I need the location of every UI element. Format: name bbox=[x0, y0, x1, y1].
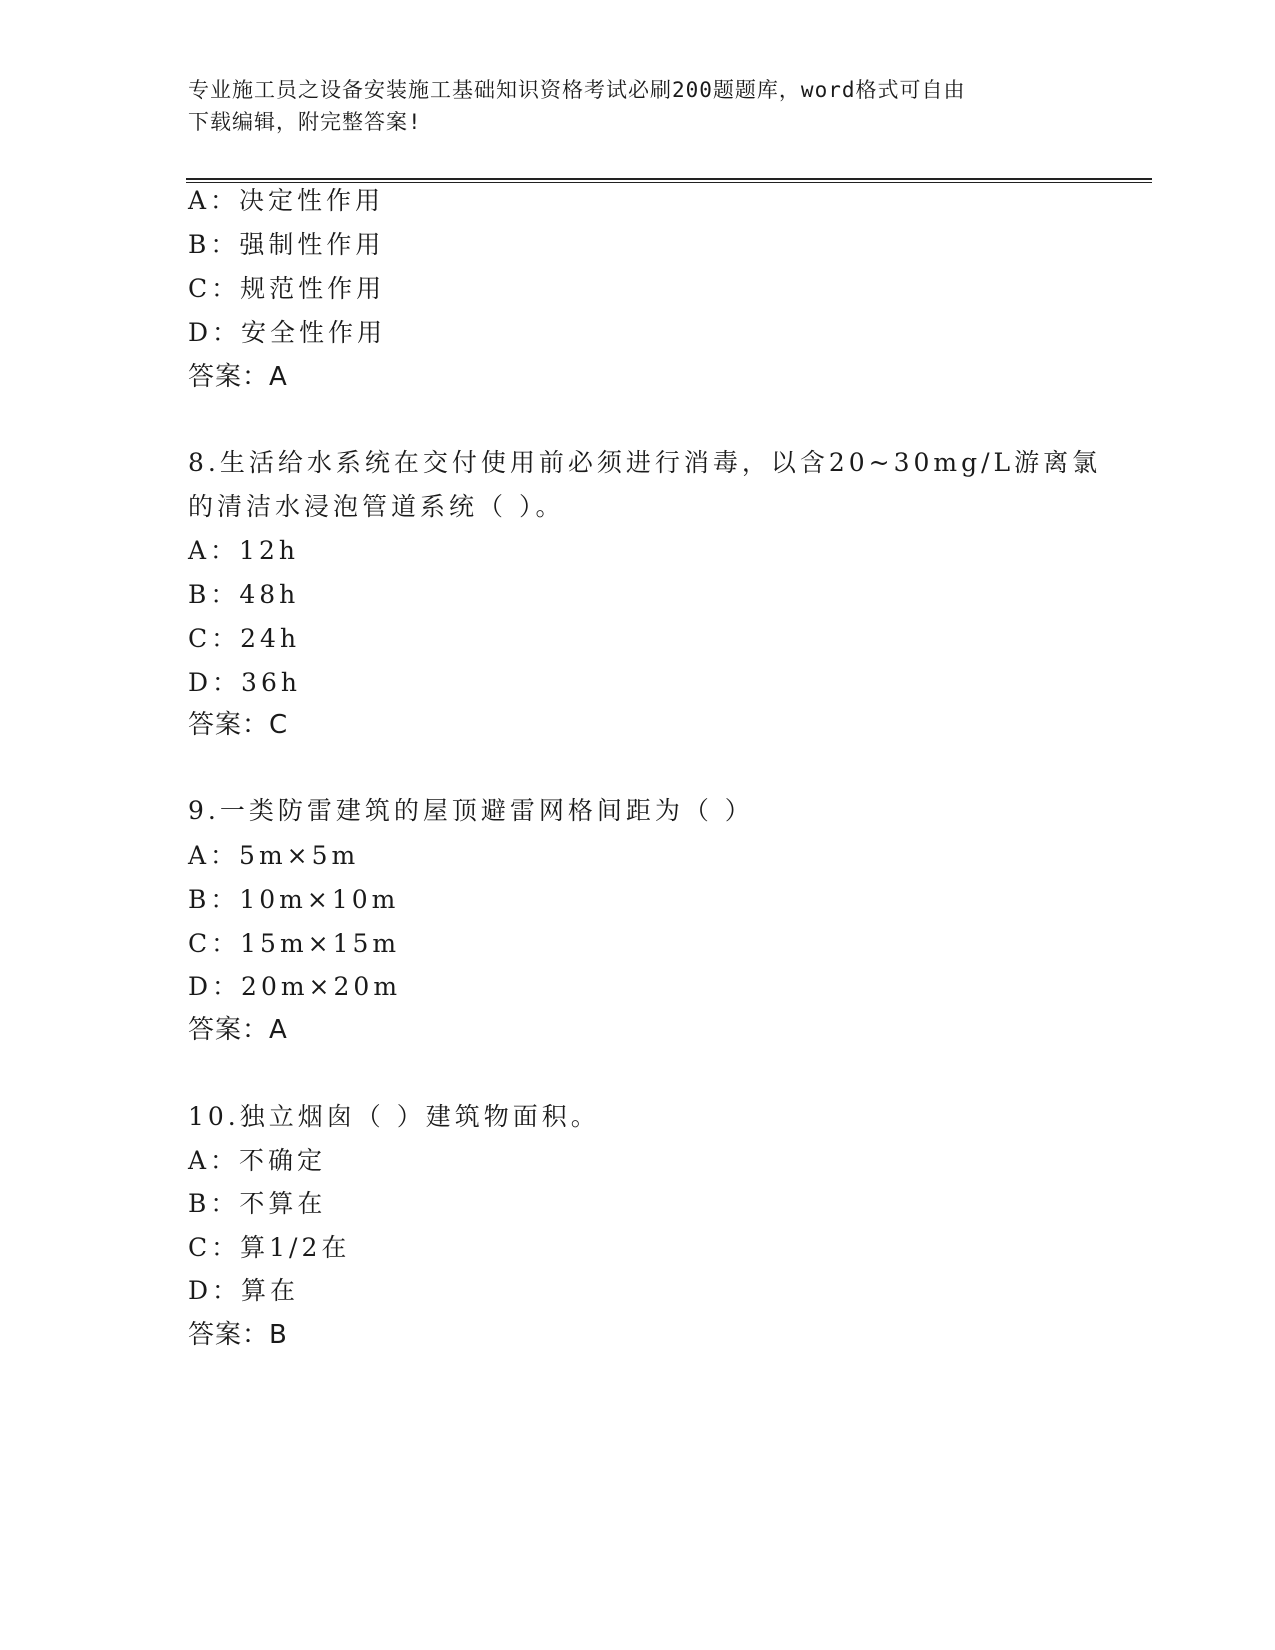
option-a: A：不确定 bbox=[188, 1146, 327, 1175]
option-c: C：24h bbox=[188, 624, 301, 653]
option-d: D：安全性作用 bbox=[188, 318, 387, 347]
option-a: A：决定性作用 bbox=[188, 186, 385, 215]
answer-line: 答案：A bbox=[188, 1015, 288, 1045]
document-header bbox=[188, 74, 1088, 138]
option-b: B：强制性作用 bbox=[188, 230, 385, 259]
option-a: A：5m×5m bbox=[188, 841, 360, 870]
answer-line: 答案：A bbox=[188, 362, 288, 392]
option-c: C：规范性作用 bbox=[188, 274, 386, 303]
option-d: D：20m×20m bbox=[188, 972, 402, 1001]
option-d: D：算在 bbox=[188, 1276, 300, 1305]
question-text: 10.独立烟囱（ ）建筑物面积。 bbox=[188, 1102, 600, 1131]
option-b: B：48h bbox=[188, 580, 300, 609]
option-d: D：36h bbox=[188, 668, 301, 697]
option-c: C：算1/2在 bbox=[188, 1233, 351, 1262]
header-divider bbox=[186, 178, 1152, 183]
question-text-continued: 的清洁水浸泡管道系统（ ）。 bbox=[188, 492, 565, 521]
answer-line: 答案：B bbox=[188, 1320, 288, 1350]
option-b: B：不算在 bbox=[188, 1189, 327, 1218]
option-c: C：15m×15m bbox=[188, 929, 401, 958]
header-line-1: 专业施工员之设备安装施工基础知识资格考试必刷200题题库，word格式可自由 bbox=[188, 78, 966, 102]
header-line-2: 下载编辑，附完整答案! bbox=[188, 110, 422, 134]
question-text: 8.生活给水系统在交付使用前必须进行消毒，以含20~30mg/L游离氯 bbox=[188, 448, 1102, 477]
question-text: 9.一类防雷建筑的屋顶避雷网格间距为（ ） bbox=[188, 796, 754, 825]
option-a: A：12h bbox=[188, 536, 299, 565]
option-b: B：10m×10m bbox=[188, 885, 400, 914]
answer-line: 答案：C bbox=[188, 710, 289, 740]
